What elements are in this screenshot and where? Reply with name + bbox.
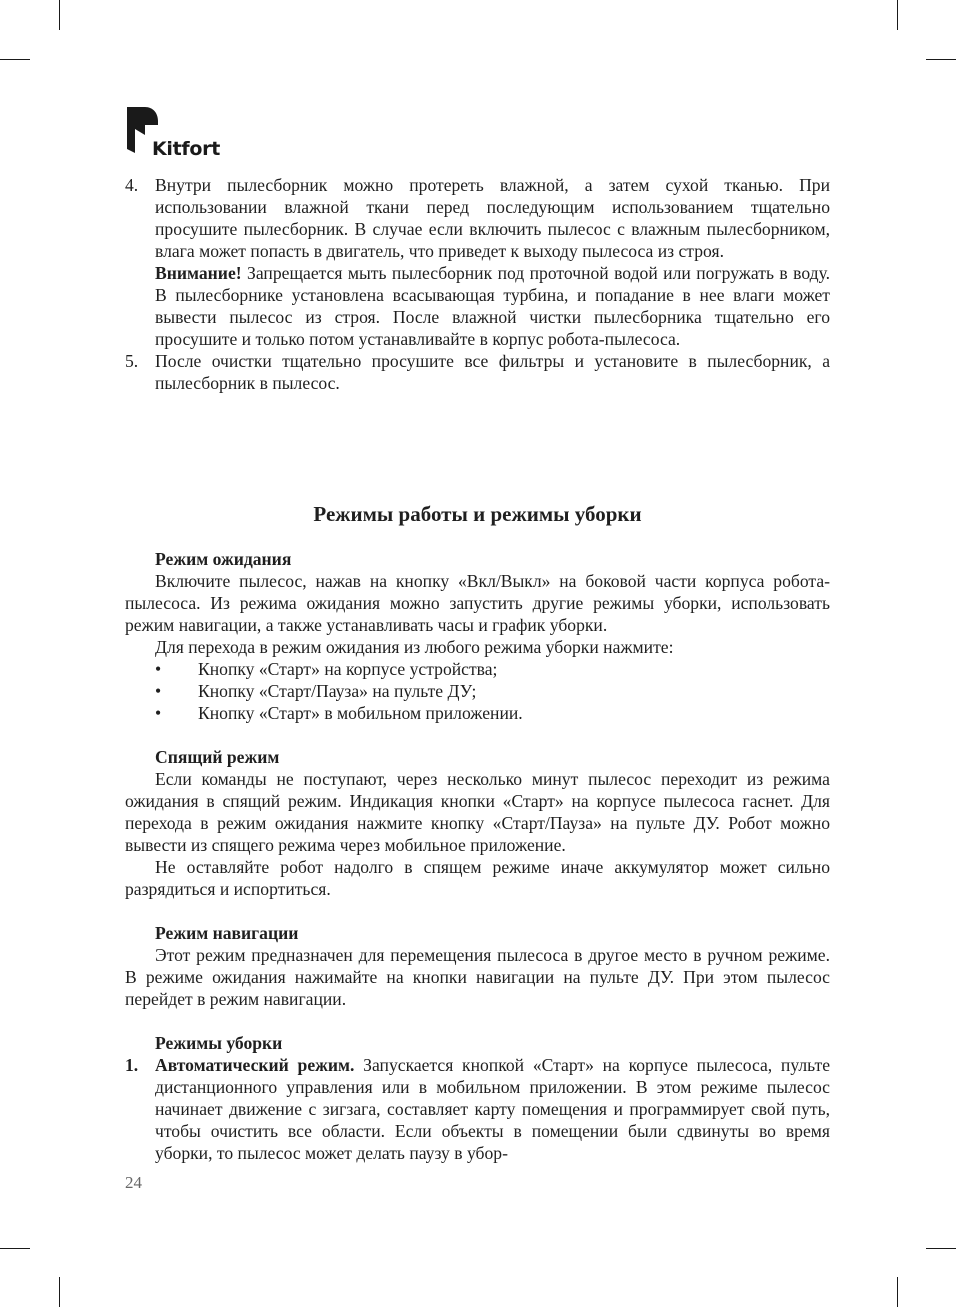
list-item xyxy=(125,174,830,350)
standby-bullets xyxy=(125,658,830,724)
list-number: 1. xyxy=(125,1055,139,1075)
navigation-para-1: Этот режим предназначен для перемещения пылесоса в другое место в ручном режиме. В режиме ожидания нажимайте на кнопки навигации на пульте ДУ. При этом пылесос перейдет в режим навигации. xyxy=(125,945,830,1009)
list-number: 5. xyxy=(125,351,139,371)
bullet-text: Кнопку «Старт» на корпусе устройства; xyxy=(198,659,498,679)
list-item-text xyxy=(155,1054,830,1164)
bullet-icon: • xyxy=(155,659,162,679)
crop-mark xyxy=(59,1277,60,1307)
bullet-item xyxy=(125,702,830,724)
section-title: Режимы работы и режимы уборки xyxy=(313,502,642,526)
crop-mark xyxy=(926,1248,956,1249)
navigation-section xyxy=(125,922,830,1010)
crop-mark xyxy=(926,59,956,60)
warning-text: Запрещается мыть пылесборник под проточной водой или погружать в воду. В пылесборнике установлена всасывающая турбина, и попадание в нее влаги может вывести пылесос из строя. После влажной чистки пылесборника тщательно его просушите и только потом устанавливайте в корпус робота-пылесоса. xyxy=(155,263,830,349)
list-item xyxy=(125,350,830,394)
crop-mark xyxy=(897,1277,898,1307)
brand-logo xyxy=(125,105,265,161)
standby-heading: Режим ожидания xyxy=(155,549,292,569)
standby-para-2: Для перехода в режим ожидания из любого режима уборки нажмите: xyxy=(155,637,674,657)
standby-para-1: Включите пылесос, нажав на кнопку «Вкл/Выкл» на боковой части корпуса робота-пылесоса. Из режима ожидания можно запустить другие режимы уборки, использовать режим навигации, а также устанавливать часы и график уборки. xyxy=(125,571,830,635)
crop-mark xyxy=(897,0,898,30)
mode-text: Запускается кнопкой «Старт» на корпусе пылесоса, пульте дистанционного управления или в мобильном приложении. В этом режиме пылесос начинает движение с зигзага, составляет карту помещения и программирует свой путь, чтобы очистить все области. Если объекты в помещении были сдвинуты во время уборки, то пылесос может делать паузу в убор- xyxy=(155,1055,831,1163)
crop-mark xyxy=(59,0,60,30)
mode-label: Автоматический режим. xyxy=(155,1055,355,1075)
standby-section xyxy=(125,548,830,724)
maintenance-list xyxy=(125,174,830,394)
list-number: 4. xyxy=(125,175,139,195)
list-item-text: Внутри пылесборник можно протереть влажной, а затем сухой тканью. При использовании влажной ткани перед последующим использованием тщательно просушите пылесборник. В случае если включить пылесос с влажным пылесборником, влага может попасть в двигатель, что приведет к выходу пылесоса из строя. xyxy=(155,175,830,261)
sleep-heading: Спящий режим xyxy=(155,747,280,767)
sleep-section xyxy=(125,746,830,900)
list-item-text: После очистки тщательно просушите все фильтры и установите в пылесборник, а пылесборник в пылесос. xyxy=(155,351,830,393)
crop-mark xyxy=(0,1248,30,1249)
logo-text: Kitfort xyxy=(152,138,220,160)
bullet-item xyxy=(125,680,830,702)
bullet-icon: • xyxy=(155,681,162,701)
sleep-para-2: Не оставляйте робот надолго в спящем режиме иначе аккумулятор может сильно разрядиться и испортиться. xyxy=(125,857,830,899)
bullet-item xyxy=(125,658,830,680)
cleaning-section xyxy=(125,1032,830,1164)
bullet-text: Кнопку «Старт/Пауза» на пульте ДУ; xyxy=(198,681,477,701)
warning-label: Внимание! xyxy=(155,263,242,283)
warning-paragraph xyxy=(155,262,830,350)
cleaning-heading: Режимы уборки xyxy=(155,1033,283,1053)
crop-mark xyxy=(0,59,30,60)
page-number: 24 xyxy=(125,1173,142,1192)
navigation-heading: Режим навигации xyxy=(155,923,299,943)
bullet-text: Кнопку «Старт» в мобильном приложении. xyxy=(198,703,523,723)
sleep-para-1: Если команды не поступают, через несколько минут пылесос переходит из режима ожидания в спящий режим. Индикация кнопки «Старт» на корпусе пылесоса гаснет. Для перехода в режим ожидания нажмите кнопку «Старт/Пауза» на пульте ДУ. Робот можно вывести из спящего режима через мобильное приложение. xyxy=(125,769,830,855)
bullet-icon: • xyxy=(155,703,162,723)
list-item xyxy=(125,1054,830,1164)
